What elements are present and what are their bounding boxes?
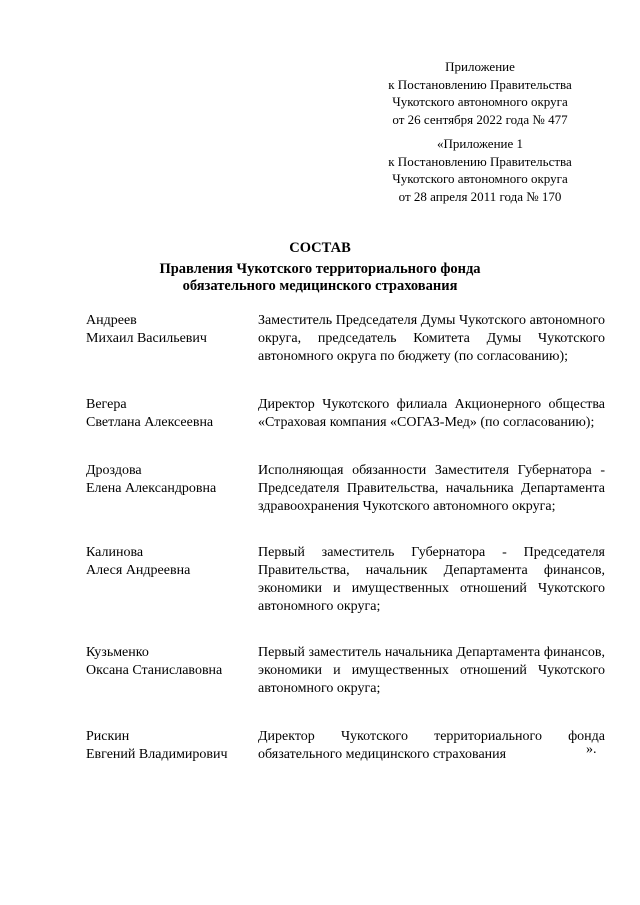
member-role: Заместитель Председателя Думы Чукотского автономного округа, председатель Комитета Думы Чукотского автономного округа по бюджету (по согласованию);: [258, 313, 605, 364]
appendix-line: «Приложение 1: [436, 136, 524, 151]
member-row: [86, 728, 606, 764]
document-subtitle-line: Правления Чукотского территориального фонда: [159, 260, 481, 277]
member-name: [86, 312, 258, 366]
member-row: [86, 396, 606, 432]
document-heading: [0, 240, 640, 296]
member-name: [86, 462, 258, 516]
members-list: [86, 312, 606, 784]
member-row: [86, 644, 606, 698]
member-surname: Дроздова: [86, 463, 142, 478]
member-role: Первый заместитель Губернатора - Председателя Правительства, начальник Департамента финансов, экономики и имущественных отношений Чукотского автономного округа;: [258, 545, 605, 614]
member-given-name: Алеся Андреевна: [86, 563, 191, 578]
member-surname: Вегера: [86, 397, 127, 412]
appendix-current-block: [380, 58, 580, 128]
member-surname: Андреев: [86, 313, 137, 328]
member-given-name: Евгений Владимирович: [86, 747, 228, 762]
member-role: Директор Чукотского филиала Акционерного общества «Страховая компания «СОГАЗ-Мед» (по согласованию);: [258, 397, 605, 430]
appendix-original-block: [380, 135, 580, 205]
appendix-line: Чукотского автономного округа: [392, 171, 568, 186]
appendix-line: от 28 апреля 2011 года № 170: [398, 188, 562, 204]
closing-quote-mark: ».: [586, 742, 597, 757]
member-role: Директор Чукотского территориального фонда обязательного медицинского страхования: [258, 729, 605, 762]
member-surname: Кузьменко: [86, 645, 149, 660]
member-role: Первый заместитель начальника Департамента финансов, экономики и имущественных отношений Чукотского автономного округа;: [258, 645, 605, 696]
document-subtitle-line: обязательного медицинского страхования: [182, 278, 458, 294]
member-name: [86, 544, 258, 616]
appendix-line: к Постановлению Правительства: [388, 153, 572, 169]
member-row: [86, 544, 606, 616]
member-name: [86, 728, 258, 764]
member-surname: Калинова: [86, 545, 144, 560]
member-row: [86, 462, 606, 516]
member-surname: Рискин: [86, 729, 130, 744]
member-given-name: Оксана Станиславовна: [86, 663, 223, 678]
appendix-line: Чукотского автономного округа: [392, 94, 568, 109]
member-given-name: Светлана Алексеевна: [86, 415, 214, 430]
member-given-name: Михаил Васильевич: [86, 331, 207, 346]
member-role: Исполняющая обязанности Заместителя Губернатора - Председателя Правительства, начальника Департамента здравоохранения Чукотского автономного округа;: [258, 463, 605, 514]
appendix-line: к Постановлению Правительства: [388, 76, 572, 92]
member-name: [86, 396, 258, 432]
member-row: [86, 312, 606, 366]
appendix-line: от 26 сентября 2022 года № 477: [392, 111, 568, 127]
appendix-line: Приложение: [445, 59, 515, 74]
document-title: СОСТАВ: [289, 240, 351, 256]
member-given-name: Елена Александровна: [86, 481, 217, 496]
member-name: [86, 644, 258, 698]
